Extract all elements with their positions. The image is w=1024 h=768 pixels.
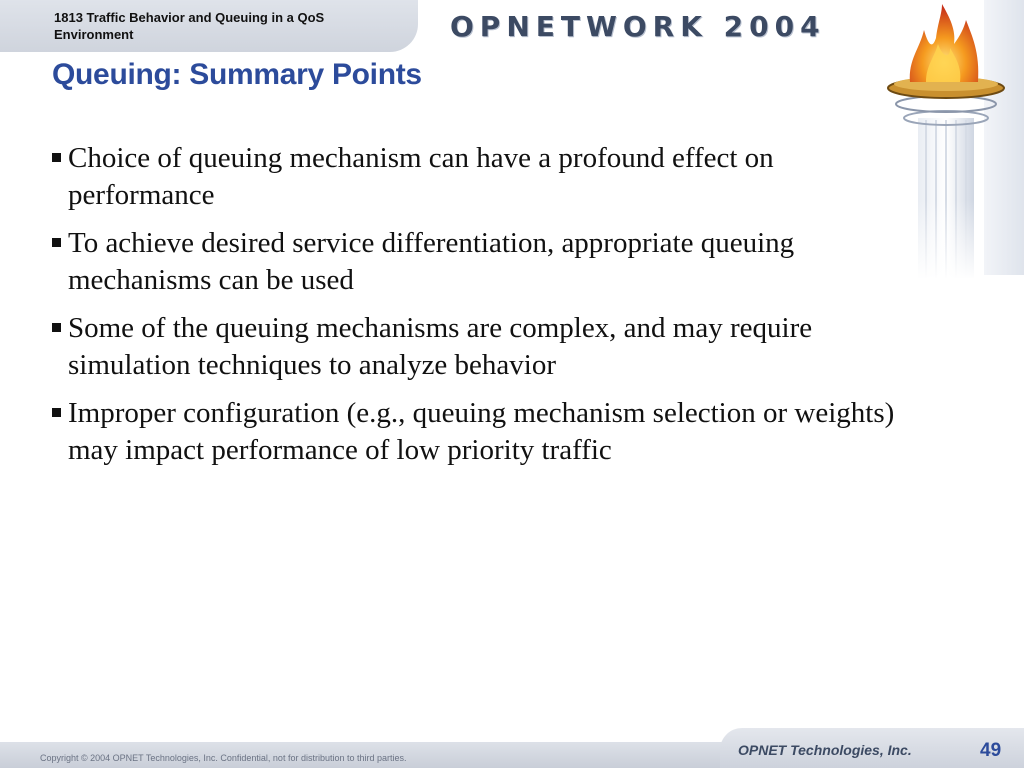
slide-title: Queuing: Summary Points: [52, 58, 422, 91]
list-item: [52, 310, 912, 384]
square-bullet-icon: [52, 238, 61, 247]
bullet-text: To achieve desired service differentiation, appropriate queuing mechanisms can be used: [68, 227, 795, 296]
bullet-list: [52, 140, 912, 480]
company-name: OPNET Technologies, Inc.: [738, 742, 912, 758]
list-item: [52, 140, 912, 214]
bullet-text: Choice of queuing mechanism can have a profound effect on performance: [68, 142, 774, 211]
bullet-text: Some of the queuing mechanisms are complex, and may require simulation techniques to analyze behavior: [68, 312, 813, 381]
square-bullet-icon: [52, 153, 61, 162]
header-banner: [0, 0, 418, 52]
copyright-notice: Copyright © 2004 OPNET Technologies, Inc. Confidential, not for distribution to third parties.: [40, 753, 407, 763]
square-bullet-icon: [52, 323, 61, 332]
opnetwork-logo: OPNETWORK 2004: [450, 10, 826, 43]
list-item: [52, 395, 912, 469]
page-number: 49: [980, 740, 1002, 761]
bullet-text: Improper configuration (e.g., queuing mechanism selection or weights) may impact performance of low priority traffic: [68, 397, 895, 466]
course-title: 1813 Traffic Behavior and Queuing in a QoS Environment: [54, 10, 325, 42]
square-bullet-icon: [52, 408, 61, 417]
list-item: [52, 225, 912, 299]
